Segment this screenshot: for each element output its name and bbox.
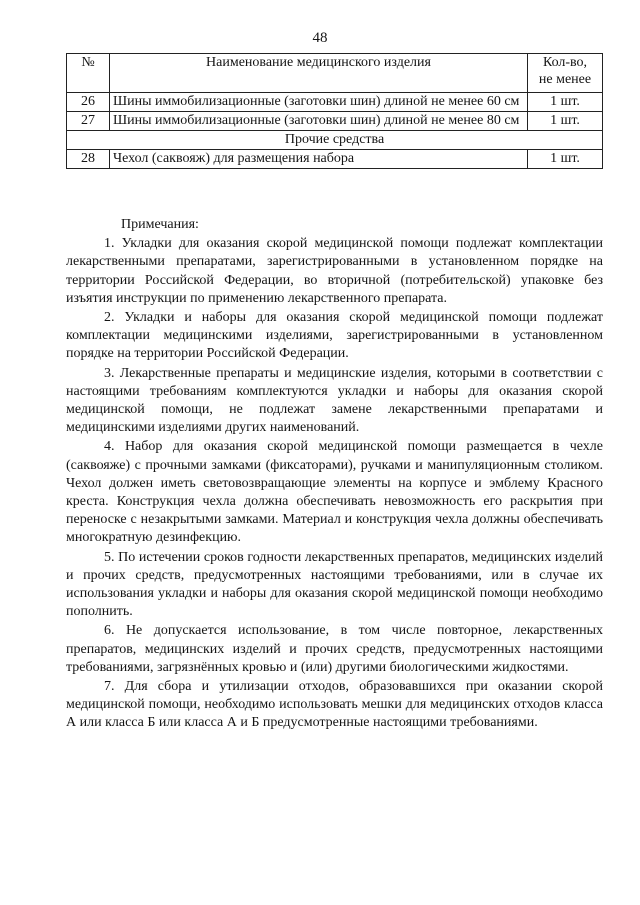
row-name: Шины иммобилизационные (заготовки шин) длиной не менее 60 см: [110, 93, 528, 112]
row-quantity: 1 шт.: [528, 93, 603, 112]
note-item: 2. Укладки и наборы для оказания скорой медицинской помощи подлежат комплектации медицинскими изделиями, зарегистрированными в установленном порядке на территории Российской Федерации.: [66, 310, 603, 362]
table-header-row: [67, 54, 603, 93]
row-number: 28: [67, 150, 110, 169]
header-name: Наименование медицинского изделия: [110, 54, 528, 93]
note-item: 6. Не допускается использование, в том числе повторное, лекарственных препаратов, медицинских изделий и прочих средств, предусмотренных настоящими требованиями, загрязнённых кровью и (или) другими биологическими жидкостями.: [66, 623, 603, 675]
notes-section: [66, 216, 603, 734]
row-number: 26: [67, 93, 110, 112]
header-quantity: [528, 54, 603, 93]
row-number: 27: [67, 112, 110, 131]
note-item: 1. Укладки для оказания скорой медицинской помощи подлежат комплектации лекарственными препаратами, зарегистрированными в установленном порядке на территории Российской Федерации, во вторичной (потребительской) упаковке без изъятия инструкции по применению лекарственного препарата.: [66, 236, 603, 306]
page-number: 48: [312, 30, 328, 46]
medical-items-table: [66, 53, 603, 169]
row-name: Чехол (саквояж) для размещения набора: [110, 150, 528, 169]
note-item: 5. По истечении сроков годности лекарственных препаратов, медицинских изделий и прочих средств, предусмотренных настоящими требованиями, или в случае их использования укладки и наборы для оказания скорой медицинской помощи необходимо пополнить.: [66, 549, 603, 620]
header-quantity-line1: Кол-во,: [542, 55, 588, 70]
header-quantity-line2: не менее: [538, 72, 592, 87]
note-item: 3. Лекарственные препараты и медицинские изделия, которыми в соответствии с настоящими требованиям комплектуются укладки и наборы для оказания скорой медицинской помощи, не подлежат замене лекарственными препаратами и медицинскими изделиями других наименований.: [66, 365, 603, 436]
table-row: [67, 150, 603, 169]
table-row: [67, 112, 603, 131]
row-quantity: 1 шт.: [528, 112, 603, 131]
row-quantity: 1 шт.: [528, 150, 603, 169]
table-row: [67, 93, 603, 112]
header-number: №: [67, 54, 110, 93]
note-item: 4. Набор для оказания скорой медицинской помощи размещается в чехле (саквояже) с прочными замками (фиксаторами), ручками и манипуляционным столиком. Чехол должен иметь световозвращающие элементы на корпусе и эмблему Красного креста. Конструкция чехла должна обеспечивать невозможность его раскрытия при переноске с незакрытыми замками. Материал и конструкция чехла должны обеспечивать многократную дезинфекцию.: [66, 439, 603, 546]
notes-title: Примечания:: [121, 217, 199, 232]
note-item: 7. Для сбора и утилизации отходов, образовавшихся при оказании скорой медицинской помощи, необходимо использовать мешки для медицинских отходов класса А или класса Б или класса А и Б предусмотренные настоящими требованиями.: [66, 679, 603, 731]
section-header-row: [67, 131, 603, 150]
section-title: Прочие средства: [67, 131, 603, 150]
row-name: Шины иммобилизационные (заготовки шин) длиной не менее 80 см: [110, 112, 528, 131]
